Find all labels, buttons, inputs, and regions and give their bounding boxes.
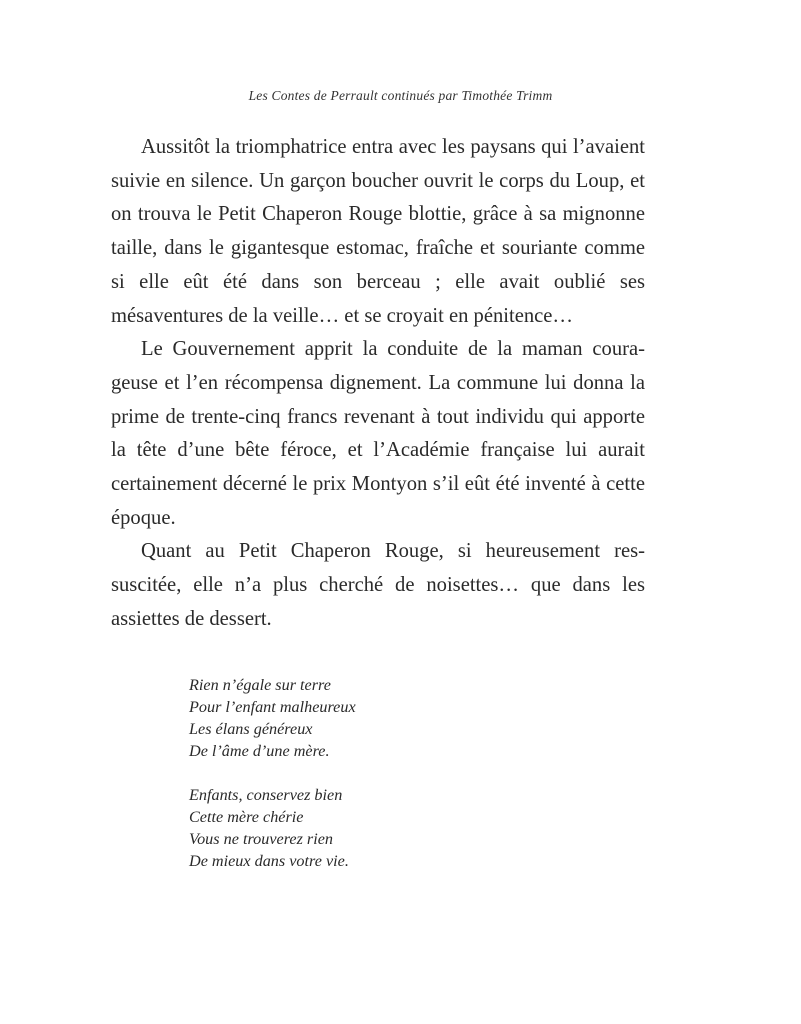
poem	[189, 674, 609, 894]
poem-stanza-1	[189, 674, 609, 762]
verse-line: Rien n’égale sur terre	[189, 676, 331, 694]
verse-line: Les élans généreux	[189, 720, 313, 738]
prose-body	[111, 131, 645, 637]
paragraph-1: Aussitôt la triomphatrice entra avec les paysans qui l’avaient suivie en silence. Un garçon boucher ouvrit le corps du Loup, et on trouva le Petit Chaperon Rouge blottie, grâce à sa mignonne taille, dans le gigantesque estomac, fraîche et souriante comme si elle eût été dans son berceau ; elle avait oublié ses mésaventures de la veille… et se croyait en pénitence…	[111, 136, 645, 327]
running-header: Les Contes de Perrault continués par Timothée Trimm	[248, 88, 553, 103]
paragraph-3: Quant au Petit Chaperon Rouge, si heureusement ressuscitée, elle n’a plus cherché de noisettes… que dans les assiettes de dessert.	[111, 540, 645, 630]
poem-stanza-2	[189, 784, 609, 872]
verse-line: De l’âme d’une mère.	[189, 742, 330, 760]
paragraph-2: Le Gouvernement apprit la conduite de la maman courageuse et l’en récompensa dignement. La commune lui donna la prime de trente-cinq francs revenant à tout individu qui apporte la tête d’une bête féroce, et l’Académie française lui aurait certainement décerné le prix Montyon s’il eût été inventé à cette époque.	[111, 338, 645, 529]
verse-line: Vous ne trouverez rien	[189, 830, 334, 848]
verse-line: De mieux dans votre vie.	[189, 852, 349, 870]
verse-line: Pour l’enfant malheureux	[189, 698, 356, 716]
verse-line: Enfants, conservez bien	[189, 786, 343, 804]
verse-line: Cette mère chérie	[189, 808, 304, 826]
